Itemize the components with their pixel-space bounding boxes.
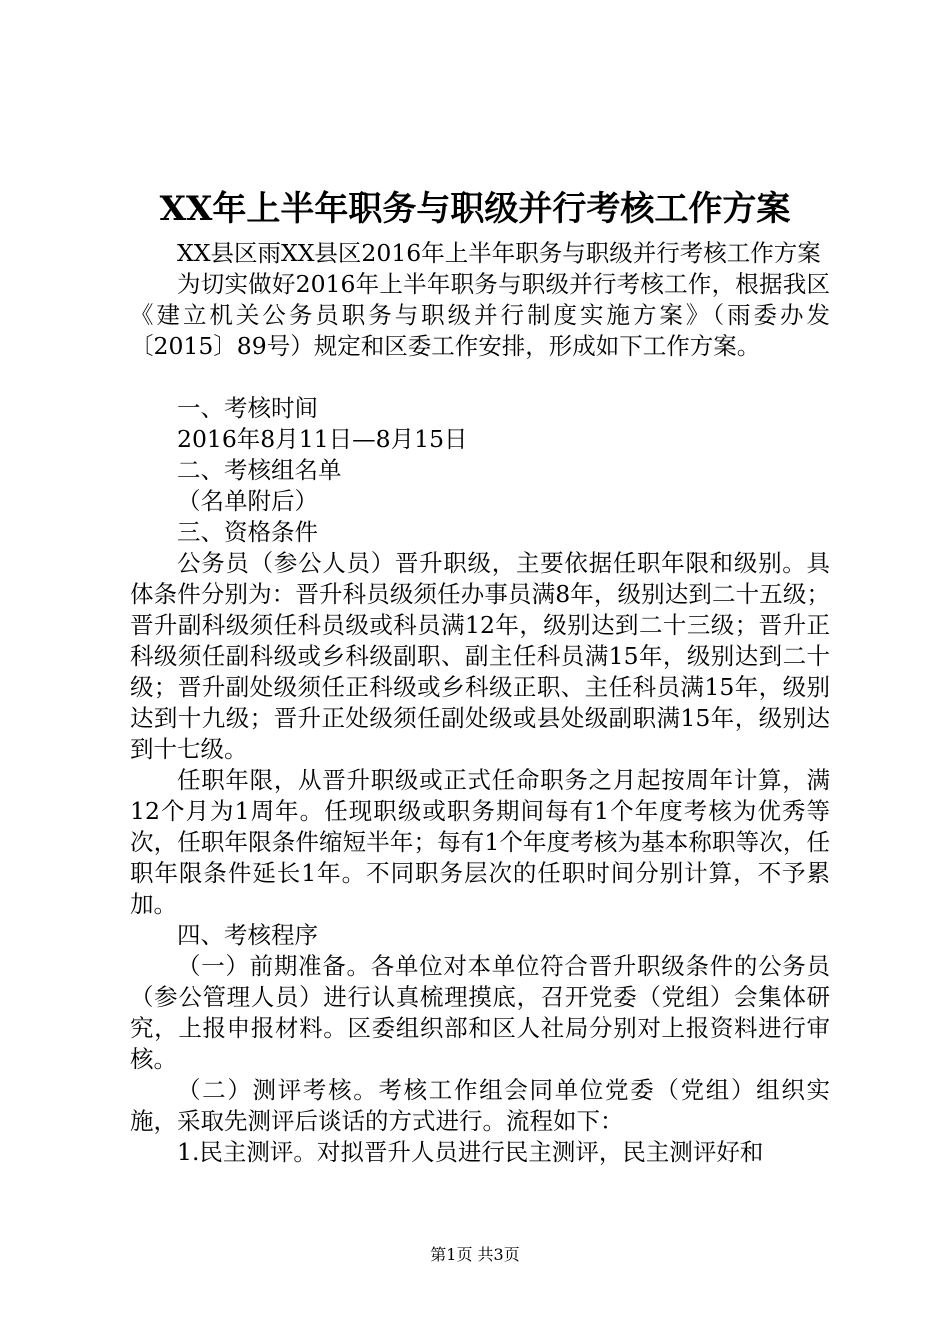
paragraph-evaluation: （二）测评考核。考核工作组会同单位党委（党组）组织实施，采取先测评后谈话的方式进行。流程如下： [130,1076,830,1135]
paragraph-exam-dates: 2016年8月11日—8月15日 [177,425,468,453]
paragraph-qualification-conditions: 公务员（参公人员）晋升职级，主要依据任职年限和级别。具体条件分别为：晋升科员级须任办事员满8年，级别达到二十五级；晋升副科级须任科员级或科员满12年，级别达到二十三级；晋升正科级须任副科级或乡科级副职、副主任科员满15年，级别达到二十级；晋升副处级须任正科级或乡科级正职、主任科员满15年，级别达到十九级；晋升正处级须任副处级或县处级副职满15年，级别达到十七级。 [130,549,830,763]
document-title: XX年上半年职务与职级并行考核工作方案 [159,189,791,229]
page-footer: 第1页 共3页 [430,1245,520,1264]
paragraph-tenure-rules: 任职年限，从晋升职级或正式任命职务之月起按周年计算，满12个月为1周年。任现职级或职务期间每有1个年度考核为优秀等次，任职年限条件缩短半年；每有1个年度考核为基本称职等次，任职年限条件延长1年。不同职务层次的任职时间分别计算，不予累加。 [130,766,830,918]
heading-exam-time: 一、考核时间 [177,394,318,422]
heading-qualifications: 三、资格条件 [177,518,318,546]
paragraph-list-attached: （名单附后） [177,487,318,515]
paragraph-democratic-evaluation: 1.民主测评。对拟晋升人员进行民主测评，民主测评好和 [177,1138,764,1166]
heading-exam-procedure: 四、考核程序 [177,921,318,949]
paragraph-preparation: （一）前期准备。各单位对本单位符合晋升职级条件的公务员（参公管理人员）进行认真梳理摸底，召开党委（党组）会集体研究，上报申报材料。区委组织部和区人社局分别对上报资料进行审核。 [130,952,830,1073]
paragraph-intro: 为切实做好2016年上半年职务与职级并行考核工作，根据我区《建立机关公务员职务与职级并行制度实施方案》（雨委办发〔2015〕89号）规定和区委工作安排，形成如下工作方案。 [130,270,830,360]
heading-exam-group: 二、考核组名单 [177,456,342,484]
document-body [130,238,830,1168]
paragraph-subtitle: XX县区雨XX县区2016年上半年职务与职级并行考核工作方案 [177,239,821,267]
